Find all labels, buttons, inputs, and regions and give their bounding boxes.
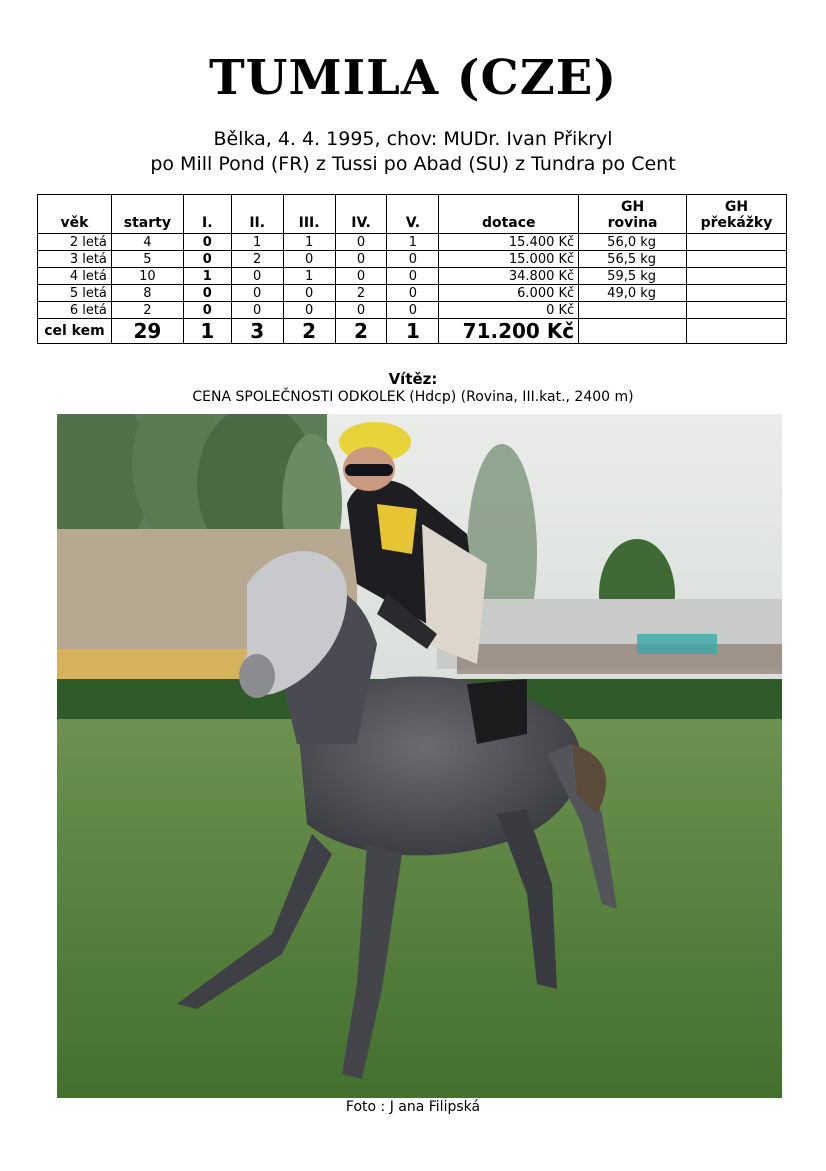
col-header-fourth: IV. bbox=[335, 195, 387, 234]
col-header-money: dotace bbox=[439, 195, 579, 234]
col-header-gh-flat: GH rovina bbox=[579, 195, 687, 234]
col-header-third: III. bbox=[283, 195, 335, 234]
table-row: 5 letá 8 0 0 0 2 0 6.000 Kč 49,0 kg bbox=[38, 285, 787, 302]
col-header-age: věk bbox=[38, 195, 112, 234]
col-header-first: I. bbox=[183, 195, 231, 234]
col-header-second: II. bbox=[231, 195, 283, 234]
race-photo bbox=[57, 414, 782, 1098]
table-row: 2 letá 4 0 1 1 0 1 15.400 Kč 56,0 kg bbox=[38, 234, 787, 251]
career-stats-table bbox=[37, 194, 787, 344]
table-row: 3 letá 5 0 2 0 0 0 15.000 Kč 56,5 kg bbox=[38, 251, 787, 268]
table-row: 6 letá 2 0 0 0 0 0 0 Kč bbox=[38, 302, 787, 319]
horse-jockey-photo bbox=[57, 414, 782, 1098]
table-header-row bbox=[38, 195, 787, 234]
birth-breeder-line: Bělka, 4. 4. 1995, chov: MUDr. Ivan Přikryl bbox=[213, 128, 613, 150]
winner-race-name: CENA SPOLEČNOSTI ODKOLEK (Hdcp) (Rovina, III.kat., 2400 m) bbox=[192, 389, 634, 405]
table-row: 4 letá 10 1 0 1 0 0 34.800 Kč 59,5 kg bbox=[38, 268, 787, 285]
col-header-fifth: V. bbox=[387, 195, 439, 234]
photo-credit: Foto : J ana Filipská bbox=[345, 1099, 481, 1115]
winner-heading: Vítěz: bbox=[388, 370, 438, 388]
table-total-row: cel kem 29 1 3 2 2 1 71.200 Kč bbox=[38, 319, 787, 344]
pedigree-line: po Mill Pond (FR) z Tussi po Abad (SU) z Tundra po Cent bbox=[150, 153, 676, 175]
col-header-gh-jump: GH překážky bbox=[687, 195, 787, 234]
horse-name-title: TUMILA (CZE) bbox=[208, 50, 618, 106]
col-header-starts: starty bbox=[111, 195, 183, 234]
